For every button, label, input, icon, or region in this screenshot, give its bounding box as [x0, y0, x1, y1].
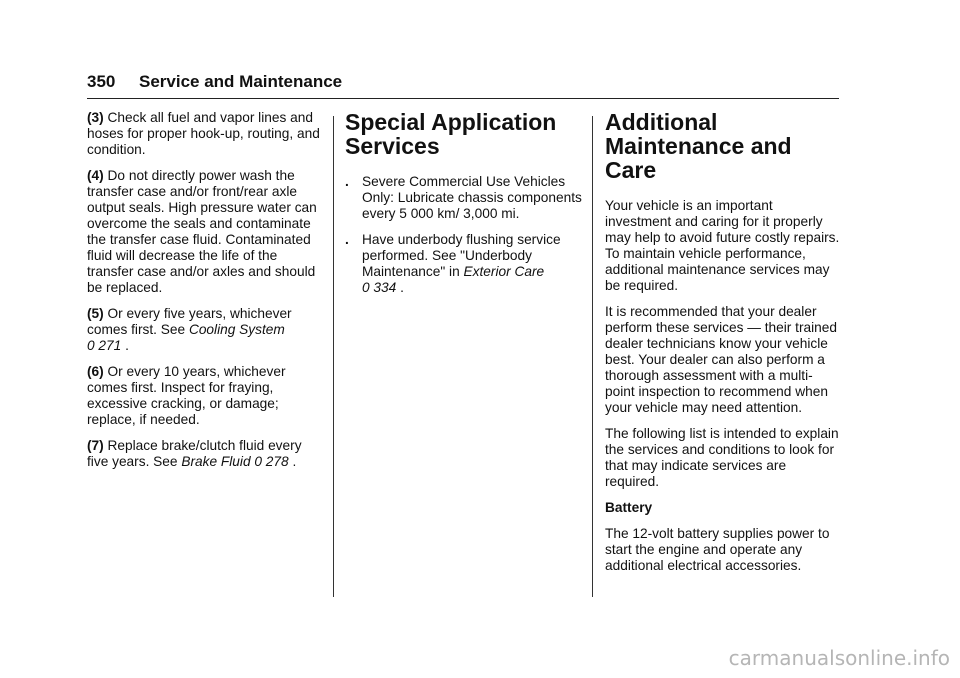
- section-heading: Special Application Services: [345, 109, 557, 159]
- page-reference[interactable]: 0 334: [362, 280, 397, 295]
- page-number: 350: [87, 72, 116, 91]
- column-2: [345, 110, 583, 306]
- note-label: (4): [87, 168, 104, 183]
- page-reference[interactable]: 0 278: [250, 454, 289, 469]
- list-item-text: Have underbody flushing service performed. See "Underbody Maintenance" in: [362, 232, 561, 279]
- cooling-system-link[interactable]: Cooling System: [188, 322, 285, 337]
- note-label: (6): [87, 364, 104, 379]
- note-7: [87, 438, 323, 470]
- paragraph: It is recommended that your dealer perform these services — their trained dealer technicians know your vehicle best. Your dealer can also perform a thorough assessment with a multi-point inspection to recommend when your vehicle may need attention.: [605, 304, 838, 415]
- note-label: (5): [87, 306, 104, 321]
- paragraph: The following list is intended to explain the services and conditions to look for that may indicate services are required.: [605, 426, 839, 489]
- list-item: [345, 174, 583, 222]
- bullet-icon: .: [345, 174, 349, 189]
- note-label: (7): [87, 438, 104, 453]
- note-5: [87, 306, 323, 354]
- note-tail: .: [121, 338, 129, 353]
- exterior-care-link[interactable]: Exterior Care: [463, 264, 545, 279]
- list-item-text: Severe Commercial Use Vehicles Only: Lubricate chassis components every 5 000 km/ 3,000 mi.: [362, 174, 582, 221]
- column-divider-1: [333, 116, 334, 597]
- note-text: Do not directly power wash the transfer case and/or front/rear axle output seals. High pressure water can overcome the seals and contaminate the transfer case fluid. Contaminated fluid will decrease the life of the transfer case and/or axles and should be replaced.: [87, 168, 317, 295]
- note-label: (3): [87, 110, 104, 125]
- section-title: Service and Maintenance: [139, 72, 343, 91]
- page-header: [87, 72, 839, 92]
- bullet-icon: .: [345, 232, 349, 247]
- list-item: [345, 232, 583, 296]
- list-item-tail: .: [396, 280, 404, 295]
- note-6: [87, 364, 323, 428]
- note-3: [87, 110, 323, 158]
- column-1: [87, 110, 323, 480]
- subheading-battery: Battery: [605, 500, 653, 515]
- watermark: carmanualsonline.info: [728, 646, 950, 670]
- note-text: Check all fuel and vapor lines and hoses for proper hook-up, routing, and condition.: [87, 110, 320, 157]
- header-rule: [87, 98, 839, 99]
- brake-fluid-link[interactable]: Brake Fluid: [181, 454, 251, 469]
- note-tail: .: [288, 454, 297, 469]
- page-reference[interactable]: 0 271: [87, 338, 122, 353]
- section-heading: Additional Maintenance and Care: [605, 109, 792, 183]
- note-4: [87, 168, 323, 296]
- note-text: Replace brake/clutch fluid every five years. See: [87, 438, 302, 469]
- column-divider-2: [592, 116, 593, 597]
- list-item-body: [362, 232, 583, 296]
- note-text: Or every five years, whichever comes first. See: [87, 306, 292, 337]
- note-text: Or every 10 years, whichever comes first. Inspect for fraying, excessive cracking, or damage; replace, if needed.: [87, 364, 286, 427]
- paragraph: Your vehicle is an important investment and caring for it properly may help to avoid future costly repairs. To maintain vehicle performance, additional maintenance services may be required.: [605, 198, 840, 293]
- column-3: [605, 110, 841, 584]
- paragraph: The 12-volt battery supplies power to start the engine and operate any additional electrical accessories.: [605, 526, 830, 573]
